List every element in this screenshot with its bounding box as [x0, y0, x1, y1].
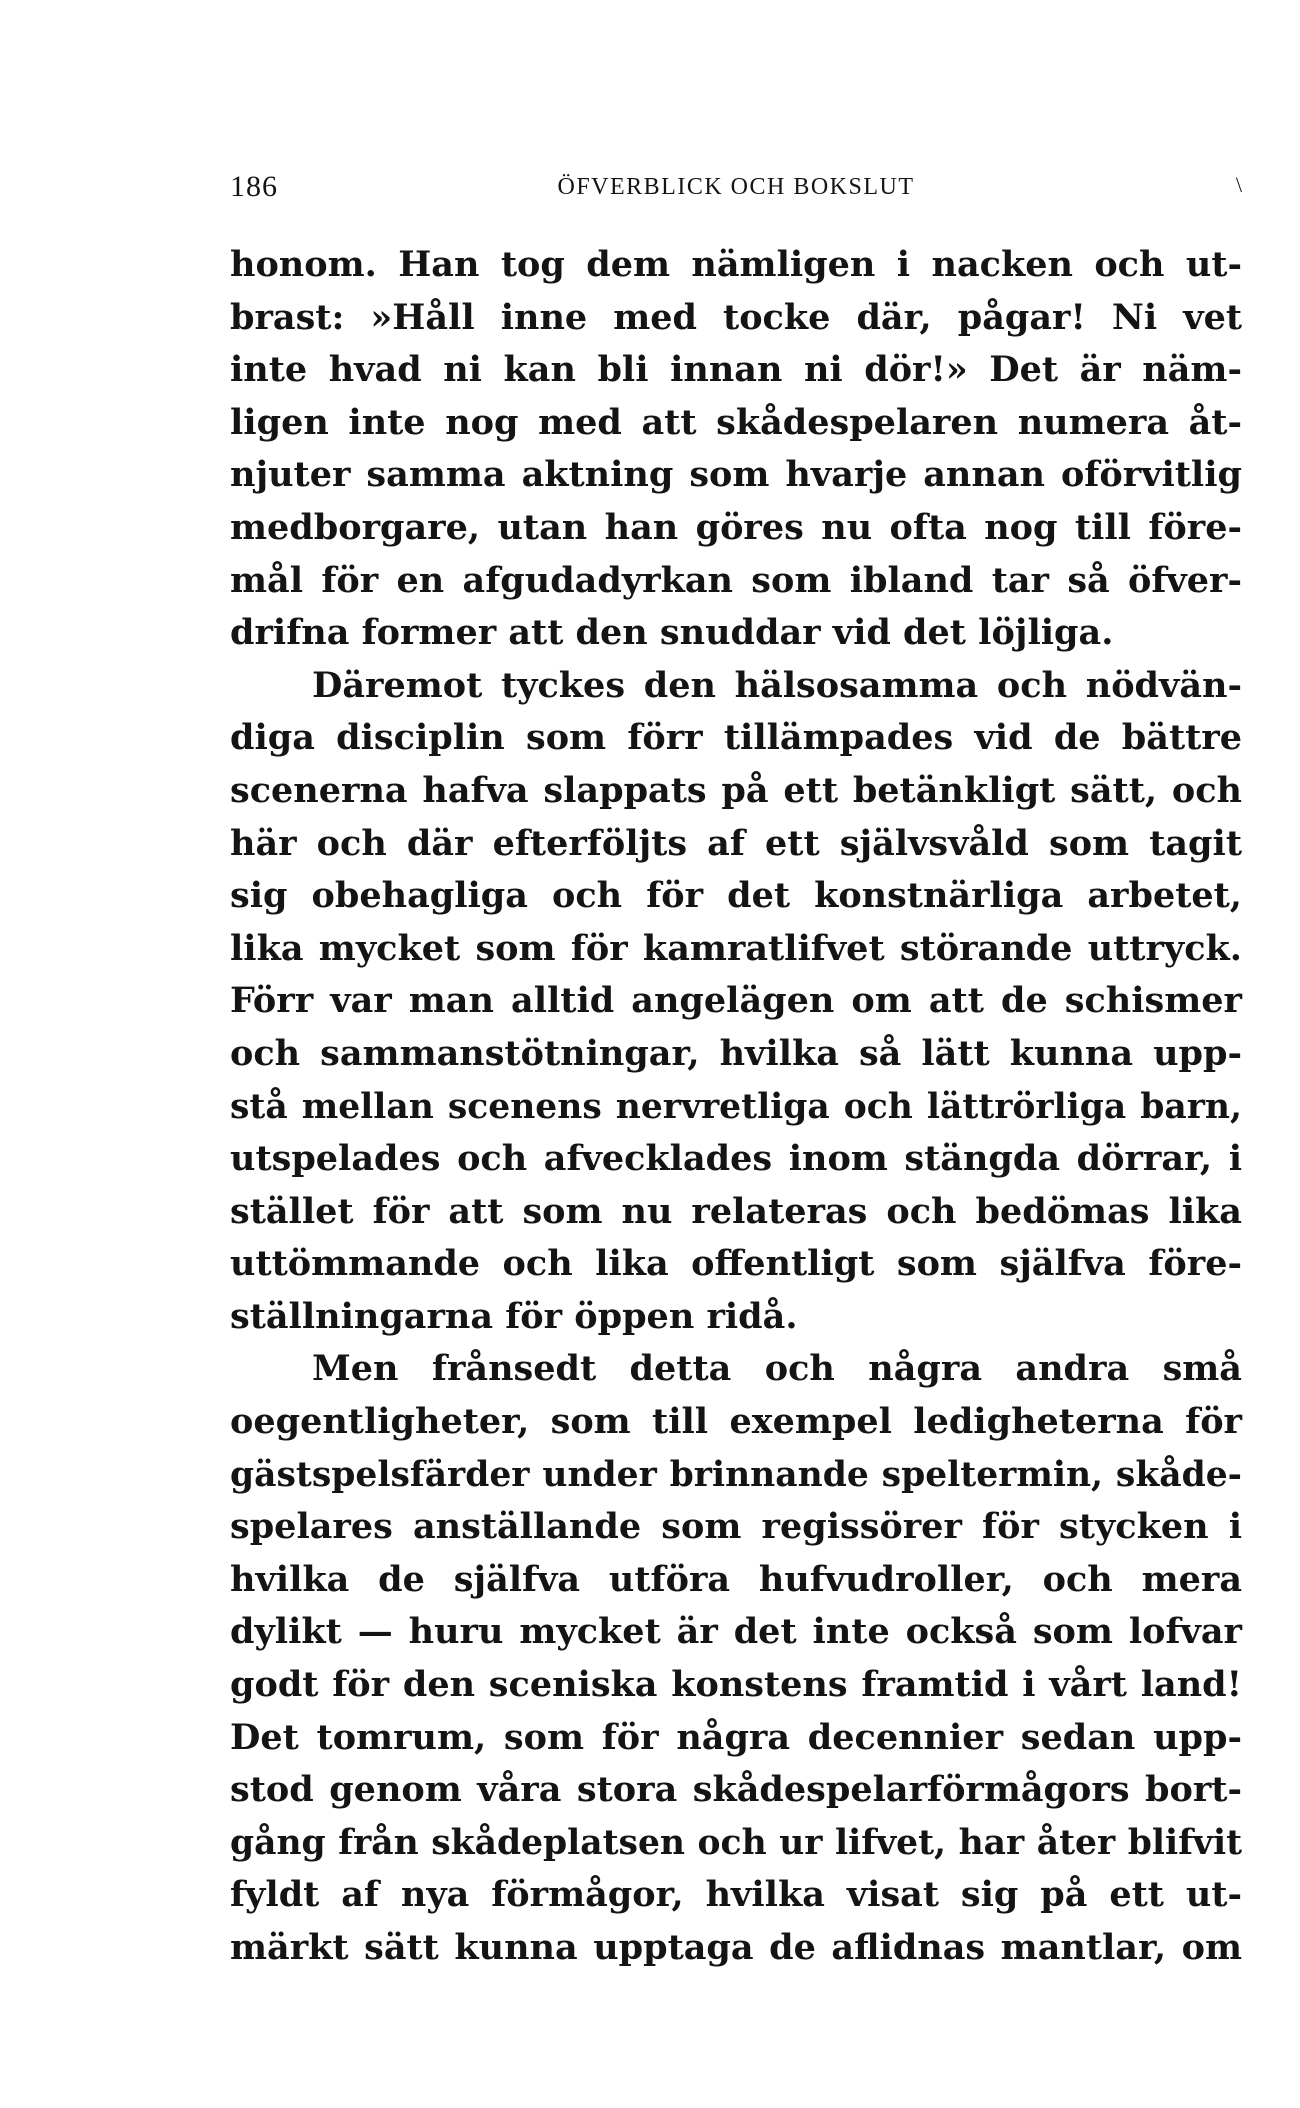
- text-line: inte hvad ni kan bli innan ni dör!» Det är näm-: [230, 349, 1242, 391]
- text-line: njuter samma aktning som hvarje annan oförvitlig: [230, 454, 1242, 496]
- text-line: gång från skådeplatsen och ur lifvet, har åter blifvit: [230, 1822, 1242, 1863]
- text-line: brast: »Håll inne med tocke där, pågar! Ni vet: [230, 296, 1242, 338]
- text-line: Det tomrum, som för några decennier sedan upp-: [230, 1716, 1242, 1758]
- text-line: oegentligheter, som till exempel ledigheterna för: [230, 1401, 1242, 1443]
- text-line: uttömmande och lika offentligt som själfva före-: [230, 1243, 1242, 1285]
- text-line: Men frånsedt detta och några andra små: [312, 1348, 1242, 1390]
- text-line: spelares anställande som regissörer för stycken i: [230, 1506, 1242, 1548]
- body-text: [230, 239, 1242, 1975]
- text-line: stod genom våra stora skådespelarförmågors bort-: [230, 1769, 1242, 1811]
- text-line: ställningarna för öppen ridå.: [230, 1295, 798, 1337]
- text-line: ligen inte nog med att skådespelaren numera åt-: [230, 401, 1242, 443]
- text-line: här och där efterföljts af ett självsvåld som tagit: [230, 822, 1242, 864]
- text-line: lika mycket som för kamratlifvet störande uttryck.: [230, 927, 1242, 969]
- text-line: godt för den sceniska konstens framtid i vårt land!: [230, 1664, 1242, 1706]
- text-line: Förr var man alltid angelägen om att de schismer: [230, 980, 1242, 1022]
- text-line: scenerna hafva slappats på ett betänkligt sätt, och: [230, 769, 1242, 811]
- text-line: fyldt af nya förmågor, hvilka visat sig på ett ut-: [230, 1874, 1242, 1916]
- text-line: gästspelsfärder under brinnande speltermin, skåde-: [230, 1454, 1242, 1495]
- text-line: hvilka de själfva utföra hufvudroller, och mera: [230, 1558, 1242, 1600]
- text-line: stå mellan scenens nervretliga och lättrörliga barn,: [230, 1086, 1242, 1127]
- text-line: stället för att som nu relateras och bedömas lika: [230, 1190, 1242, 1232]
- text-line: utspelades och afvecklades inom stängda dörrar, i: [230, 1138, 1242, 1180]
- page-number: 186: [230, 170, 278, 203]
- text-line: dylikt — huru mycket är det inte också som lofvar: [230, 1611, 1242, 1653]
- text-line: medborgare, utan han göres nu ofta nog till före-: [230, 506, 1242, 548]
- running-head: ÖFVERBLICK OCH BOKSLUT: [557, 174, 915, 200]
- page-header: [230, 170, 1242, 210]
- text-line: märkt sätt kunna upptaga de aflidnas mantlar, om: [230, 1927, 1242, 1968]
- text-line: Däremot tyckes den hälsosamma och nödvän-: [312, 664, 1242, 706]
- text-line: diga disciplin som förr tillämpades vid de bättre: [230, 717, 1242, 759]
- text-line: och sammanstötningar, hvilka så lätt kunna upp-: [230, 1032, 1242, 1074]
- text-line: sig obehagliga och för det konstnärliga arbetet,: [230, 875, 1242, 917]
- header-mark: \: [1235, 172, 1242, 197]
- text-line: drifna former att den snuddar vid det löjliga.: [230, 612, 1114, 654]
- text-line: honom. Han tog dem nämligen i nacken och ut-: [230, 244, 1242, 285]
- text-line: mål för en afgudadyrkan som ibland tar så öfver-: [230, 559, 1242, 601]
